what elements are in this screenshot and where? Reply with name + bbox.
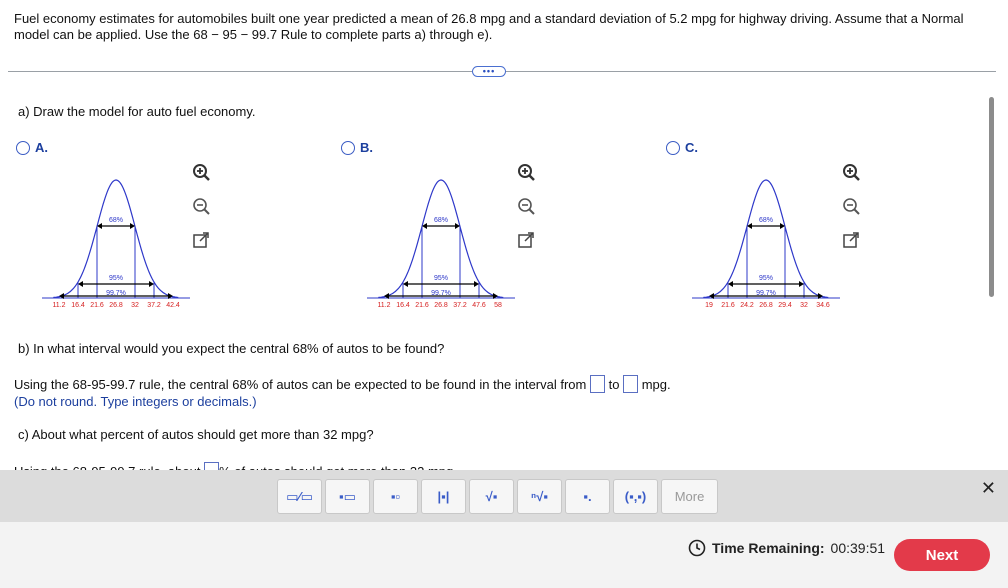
band-95-label: 95% bbox=[758, 275, 774, 282]
time-remaining-value: 00:39:51 bbox=[830, 540, 886, 556]
zoom-in-icon[interactable] bbox=[840, 161, 862, 183]
exponent-button[interactable]: ▪▫ bbox=[373, 479, 418, 514]
band-95-arrowhead-right bbox=[474, 281, 479, 287]
tick-label: 34.6 bbox=[816, 302, 830, 309]
tick-label: 37.2 bbox=[147, 302, 161, 309]
part-b-answer-line bbox=[14, 375, 671, 393]
normal-model-chart-b bbox=[365, 170, 515, 315]
part-c-question: c) About what percent of autos should get more than 32 mpg? bbox=[18, 427, 374, 442]
tick-label: 19 bbox=[705, 302, 713, 309]
decimal-button[interactable]: ▪. bbox=[565, 479, 610, 514]
option-b[interactable] bbox=[341, 140, 373, 155]
normal-model-chart-c bbox=[690, 170, 840, 315]
option-a-tools bbox=[190, 161, 212, 251]
time-remaining bbox=[688, 539, 885, 557]
option-b-radio[interactable] bbox=[341, 141, 355, 155]
tick-label: 11.2 bbox=[52, 302, 66, 309]
math-toolbar-buttons bbox=[277, 479, 718, 514]
vertical-scrollbar[interactable] bbox=[989, 97, 994, 297]
nth-root-button[interactable]: ⁿ√▪ bbox=[517, 479, 562, 514]
fraction-button[interactable]: ▭⁄▭ bbox=[277, 479, 322, 514]
option-a-radio[interactable] bbox=[16, 141, 30, 155]
band-95-label: 95% bbox=[433, 275, 449, 282]
tick-label: 26.8 bbox=[434, 302, 448, 309]
tick-label: 58 bbox=[494, 302, 502, 309]
part-b-answer-prefix: Using the 68-95-99.7 rule, the central 68% of autos can be expected to be found in the interval from bbox=[14, 377, 587, 392]
option-b-tools bbox=[515, 161, 537, 251]
band-95-arrowhead-right bbox=[799, 281, 804, 287]
part-c-answer-line bbox=[14, 460, 484, 468]
open-new-window-icon[interactable] bbox=[515, 229, 537, 251]
tick-label: 11.2 bbox=[377, 302, 391, 309]
tick-label: 42.4 bbox=[166, 302, 180, 309]
band-99-7-label: 99.7% bbox=[756, 290, 776, 297]
tick-label: 32 bbox=[800, 302, 808, 309]
interval-button[interactable]: (▪,▪) bbox=[613, 479, 658, 514]
zoom-out-icon[interactable] bbox=[840, 195, 862, 217]
expand-more-button[interactable]: ••• bbox=[472, 66, 506, 77]
band-68-label: 68% bbox=[758, 217, 774, 224]
option-a-label: A. bbox=[35, 140, 48, 155]
mixed-number-button[interactable]: ▪▭ bbox=[325, 479, 370, 514]
zoom-out-icon[interactable] bbox=[190, 195, 212, 217]
zoom-in-icon[interactable] bbox=[515, 161, 537, 183]
open-new-window-icon[interactable] bbox=[190, 229, 212, 251]
tick-label: 21.6 bbox=[90, 302, 104, 309]
tick-label: 29.4 bbox=[778, 302, 792, 309]
band-95-label: 95% bbox=[108, 275, 124, 282]
tick-label: 26.8 bbox=[759, 302, 773, 309]
clock-icon bbox=[688, 539, 706, 557]
band-68-label: 68% bbox=[108, 217, 124, 224]
zoom-out-icon[interactable] bbox=[515, 195, 537, 217]
problem-statement: Fuel economy estimates for automobiles built one year predicted a mean of 26.8 mpg and a standard deviation of 5.2 mpg for highway driving. Assume that a Normal model can be applied. Use the 68 − 95 − 99.7 Rule to complete parts a) through e). bbox=[14, 11, 964, 42]
tick-label: 21.6 bbox=[415, 302, 429, 309]
band-99-7-label: 99.7% bbox=[431, 290, 451, 297]
option-b-label: B. bbox=[360, 140, 373, 155]
more-tools-button[interactable]: More bbox=[661, 479, 718, 514]
interval-lower-input[interactable] bbox=[590, 375, 605, 393]
tick-label: 16.4 bbox=[396, 302, 410, 309]
square-root-button[interactable]: √▪ bbox=[469, 479, 514, 514]
time-remaining-label: Time Remaining: bbox=[712, 540, 825, 556]
part-a-question: a) Draw the model for auto fuel economy. bbox=[18, 104, 256, 119]
option-c-tools bbox=[840, 161, 862, 251]
close-toolbar-icon[interactable]: ✕ bbox=[980, 478, 996, 498]
part-b-rounding-note: (Do not round. Type integers or decimals.) bbox=[14, 394, 257, 409]
part-b-question: b) In what interval would you expect the central 68% of autos to be found? bbox=[18, 341, 445, 356]
part-b-answer-mid: to bbox=[608, 377, 620, 392]
tick-label: 47.6 bbox=[472, 302, 486, 309]
part-b-answer-suffix: mpg. bbox=[641, 377, 671, 392]
option-a[interactable] bbox=[16, 140, 48, 155]
tick-label: 21.6 bbox=[721, 302, 735, 309]
band-68-label: 68% bbox=[433, 217, 449, 224]
zoom-in-icon[interactable] bbox=[190, 161, 212, 183]
absolute-value-button[interactable]: |▪| bbox=[421, 479, 466, 514]
option-c-label: C. bbox=[685, 140, 698, 155]
option-c[interactable] bbox=[666, 140, 698, 155]
tick-label: 26.8 bbox=[109, 302, 123, 309]
tick-label: 16.4 bbox=[71, 302, 85, 309]
option-c-radio[interactable] bbox=[666, 141, 680, 155]
tick-label: 24.2 bbox=[740, 302, 754, 309]
interval-upper-input[interactable] bbox=[623, 375, 638, 393]
band-99-7-label: 99.7% bbox=[106, 290, 126, 297]
open-new-window-icon[interactable] bbox=[840, 229, 862, 251]
band-95-arrowhead-right bbox=[149, 281, 154, 287]
tick-label: 32 bbox=[131, 302, 139, 309]
tick-label: 37.2 bbox=[453, 302, 467, 309]
next-button[interactable]: Next bbox=[894, 539, 990, 571]
normal-model-chart-a bbox=[40, 170, 190, 315]
